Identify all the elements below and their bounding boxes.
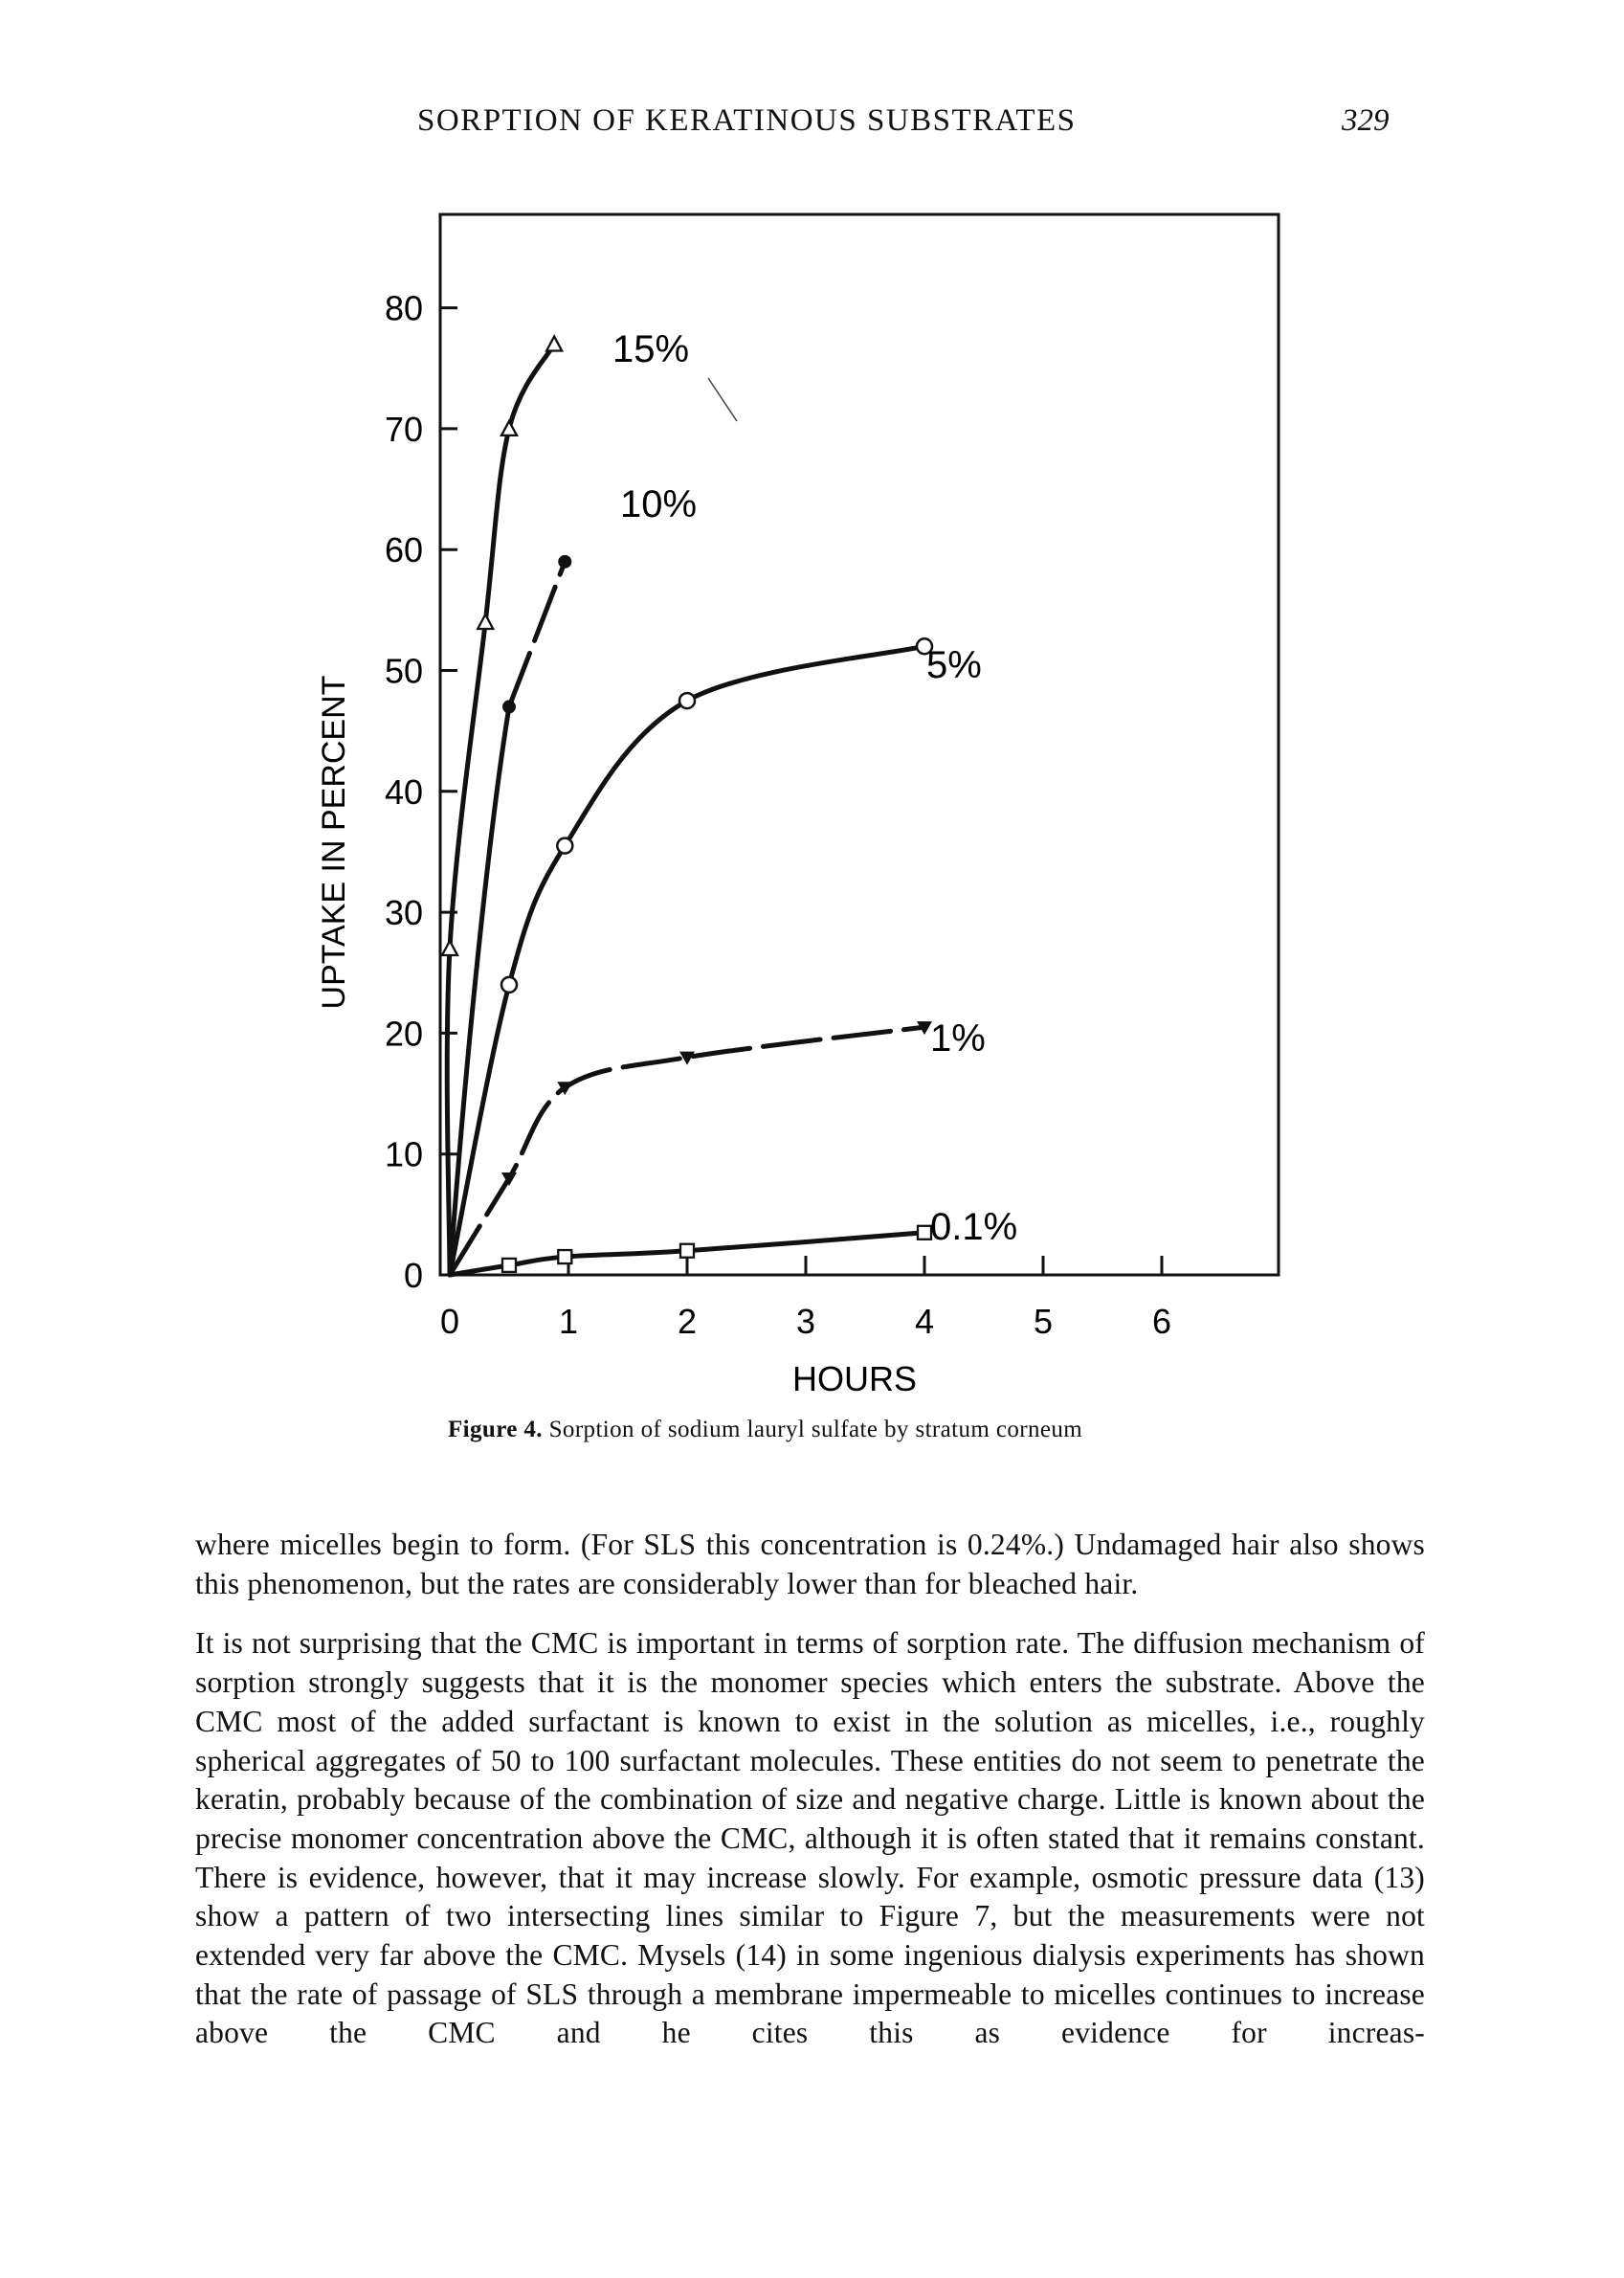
series-line-10pct — [509, 562, 565, 707]
data-point-0p1pct-1 — [558, 1250, 571, 1263]
data-point-0p1pct-3 — [918, 1226, 931, 1240]
paragraph-1: where micelles begin to form. (For SLS this concentration is 0.24%.) Undamaged hair also shows this phenomenon, but the rates are considerably lower than for bleached hair. — [195, 1528, 1425, 1600]
y-tick-label-80: 80 — [384, 288, 423, 328]
data-point-10pct-1 — [558, 555, 571, 569]
y-tick-label-50: 50 — [384, 651, 423, 691]
x-tick-label-1: 1 — [558, 1302, 579, 1341]
series-label-10pct: 10% — [620, 483, 698, 525]
series-label-1pct: 1% — [930, 1017, 986, 1060]
x-tick-label-6: 6 — [1151, 1302, 1172, 1341]
data-point-5pct-2 — [679, 693, 695, 708]
figure-label: Figure 4. — [448, 1417, 543, 1442]
y-axis-label: UPTAKE IN PERCENT — [316, 675, 352, 1010]
data-point-15pct-1 — [478, 614, 493, 629]
data-point-0p1pct-0 — [502, 1259, 516, 1272]
data-point-15pct-0 — [442, 941, 457, 955]
series-markers — [442, 336, 932, 1271]
figure-caption-text: Sorption of sodium lauryl sulfate by stratum corneum — [548, 1417, 1083, 1442]
y-tick-label-10: 10 — [384, 1134, 423, 1174]
x-tick-label-5: 5 — [1033, 1302, 1054, 1341]
data-point-5pct-1 — [557, 838, 572, 854]
y-tick-label-0: 0 — [403, 1256, 423, 1295]
data-point-15pct-2 — [501, 421, 517, 436]
y-tick-label-30: 30 — [384, 893, 423, 933]
series-label-15pct: 15% — [612, 328, 690, 370]
x-tick-label-3: 3 — [795, 1302, 816, 1341]
series-label-5pct: 5% — [926, 644, 982, 686]
paragraph-2: It is not surprising that the CMC is important in terms of sorption rate. The diffusion mechanism of sorption strongly suggests that it is the monomer species which enters the substrate. Above the CMC most of the added surfactant is known to exist in the solution as micelles, i.e., roughly spherical aggregates of 50 to 100 surfactant molecules. These entities do not seem to penetrate the keratin, probably because of the combination of size and negative charge. Little is known about the precise monomer concentration above the CMC, although it is often stated that it remains constant. There is evidence, however, that it may increase slowly. For example, osmotic pressure data (13) show a pattern of two intersecting lines similar to Figure 7, but the measurements were not extended very far above the CMC. Mysels (14) in some ingenious dialysis experiments has shown that the rate of passage of SLS through a membrane impermeable to micelles continues to increase above the CMC and he cites this as evidence for increas- — [195, 1626, 1425, 2050]
running-title: SORPTION OF KERATINOUS SUBSTRATES — [417, 103, 1077, 138]
x-axis — [440, 1256, 1171, 1341]
figure-caption — [448, 1417, 1082, 1443]
data-point-5pct-0 — [501, 977, 517, 993]
x-tick-label-2: 2 — [677, 1302, 698, 1341]
data-point-0p1pct-2 — [680, 1244, 694, 1258]
x-tick-label-4: 4 — [914, 1302, 935, 1341]
series-line-5pct — [450, 646, 924, 1275]
y-tick-label-20: 20 — [384, 1014, 423, 1054]
page-number: 329 — [1342, 103, 1390, 138]
y-tick-label-60: 60 — [384, 530, 423, 570]
data-point-15pct-3 — [546, 336, 562, 350]
x-tick-label-0: 0 — [439, 1302, 460, 1341]
series-label-0p1pct: 0.1% — [930, 1206, 1018, 1248]
y-tick-label-70: 70 — [384, 409, 423, 449]
x-axis-label: HOURS — [791, 1359, 918, 1398]
y-tick-label-40: 40 — [384, 771, 423, 812]
body-text — [195, 1526, 1425, 2074]
chart-frame — [440, 214, 1279, 1275]
leader-line — [708, 378, 737, 421]
data-point-10pct-0 — [502, 700, 516, 713]
series-labels — [612, 328, 1017, 1248]
